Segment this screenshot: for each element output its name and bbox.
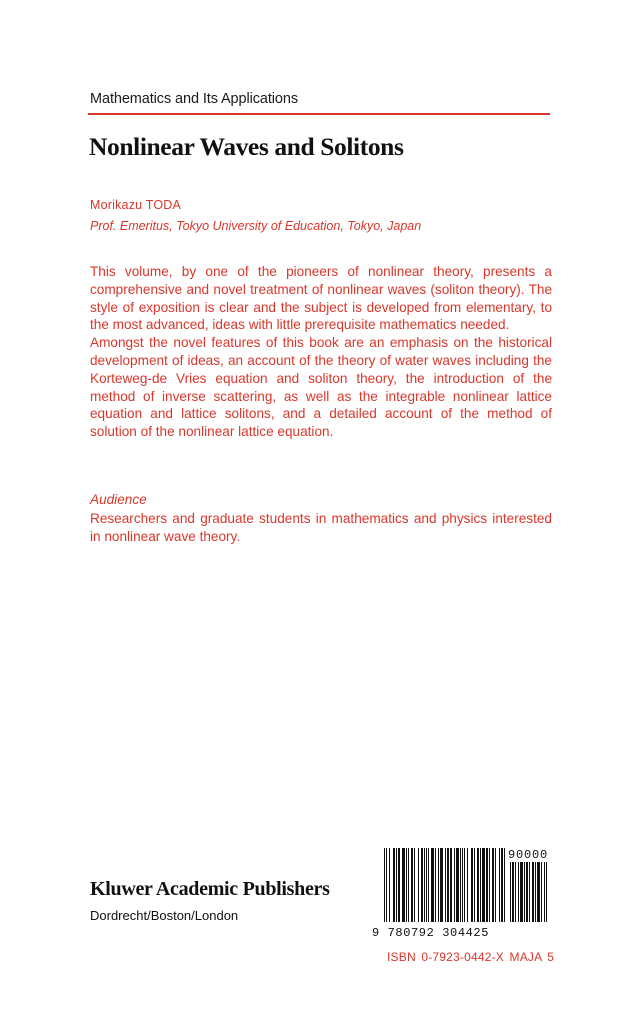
author-name: Morikazu TODA xyxy=(90,198,182,212)
barcode-bar xyxy=(526,862,528,922)
barcode-bar xyxy=(524,862,525,922)
barcode-bar xyxy=(492,848,494,922)
isbn: ISBN 0-7923-0442-X MAJA 5 xyxy=(387,950,555,964)
author-affiliation: Prof. Emeritus, Tokyo University of Education, Tokyo, Japan xyxy=(90,219,422,233)
series-divider xyxy=(88,113,550,115)
description-paragraph: Amongst the novel features of this book are an emphasis on the historical development of ideas, an account of the theory of water waves including the Korteweg-de Vries equation and soliton theory, the introduction of the method of inverse scattering, as well as the integrable nonlinear lattice equation and lattice solitons, and a detailed account of the method of solution of the nonlinear lattice equation. xyxy=(90,335,552,440)
audience-text: Researchers and graduate students in mathematics and physics interested in nonlinear wave theory. xyxy=(90,511,552,544)
barcode-bar xyxy=(421,848,423,922)
barcode-bar xyxy=(541,862,542,922)
book-title: Nonlinear Waves and Solitons xyxy=(89,132,404,161)
barcode-bar xyxy=(440,848,443,922)
barcode-bar xyxy=(406,848,407,922)
audience-heading: Audience xyxy=(90,492,147,507)
barcode-bar xyxy=(474,848,475,922)
barcode-bar xyxy=(454,848,455,922)
barcode-bar xyxy=(544,862,545,922)
barcode-bar xyxy=(520,862,523,922)
barcode-bar xyxy=(426,848,427,922)
barcode-bar xyxy=(414,848,415,922)
barcode-number: 9 780792 304425 xyxy=(372,926,490,940)
barcode-addon-number: 90000 xyxy=(508,848,549,862)
barcode-bar xyxy=(431,848,434,922)
barcode-bar xyxy=(447,848,449,922)
barcode-bar xyxy=(477,848,479,922)
publisher-cities: Dordrecht/Boston/London xyxy=(90,908,239,923)
barcode-bar xyxy=(537,862,540,922)
barcode-bar xyxy=(460,848,461,922)
barcode-bar xyxy=(435,848,436,922)
barcode-bar xyxy=(386,848,387,922)
barcode-bar xyxy=(518,862,519,922)
series-title: Mathematics and Its Applications xyxy=(90,91,298,107)
barcode-bar xyxy=(482,848,485,922)
barcode-bar xyxy=(384,848,385,922)
barcode-bar xyxy=(456,848,459,922)
barcode-bar xyxy=(486,848,488,922)
barcode-bar xyxy=(402,848,405,922)
barcode-bar xyxy=(510,862,511,922)
barcode-bar xyxy=(450,848,452,922)
barcode-bar xyxy=(515,862,516,922)
barcode-bar xyxy=(495,848,496,922)
barcode-bar xyxy=(428,848,429,922)
barcode-bar xyxy=(424,848,425,922)
barcode-bar xyxy=(462,848,463,922)
barcode-bar xyxy=(393,848,395,922)
barcode-bar xyxy=(499,848,500,922)
barcode-bar xyxy=(396,848,397,922)
barcode-bar xyxy=(438,848,439,922)
barcode-bar xyxy=(480,848,481,922)
barcode-bar xyxy=(471,848,473,922)
barcode-bar xyxy=(445,848,446,922)
barcode-bar xyxy=(546,862,547,922)
publisher-name: Kluwer Academic Publishers xyxy=(90,878,330,900)
barcode-bar xyxy=(501,848,503,922)
barcode-bar xyxy=(512,862,514,922)
barcode-bar xyxy=(398,848,400,922)
barcode-bar xyxy=(504,848,505,922)
barcode-bar xyxy=(535,862,536,922)
barcode-bar xyxy=(418,848,419,922)
description-paragraph: This volume, by one of the pioneers of nonlinear theory, presents a comprehensive and novel treatment of nonlinear waves (soliton theory). The style of exposition is clear and the subject is developed from elementary, to the most advanced, ideas with little prerequisite mathematics needed. xyxy=(90,264,552,333)
ean-barcode-icon xyxy=(370,848,506,928)
barcode-bar xyxy=(408,848,409,922)
barcode-bar xyxy=(532,862,534,922)
barcode-bar xyxy=(389,848,390,922)
barcode-bar xyxy=(467,848,468,922)
barcode-bar xyxy=(489,848,490,922)
barcode xyxy=(370,848,556,944)
book-description xyxy=(90,263,552,441)
barcode-bar xyxy=(411,848,413,922)
barcode-bar xyxy=(529,862,530,922)
barcode-bar xyxy=(464,848,465,922)
